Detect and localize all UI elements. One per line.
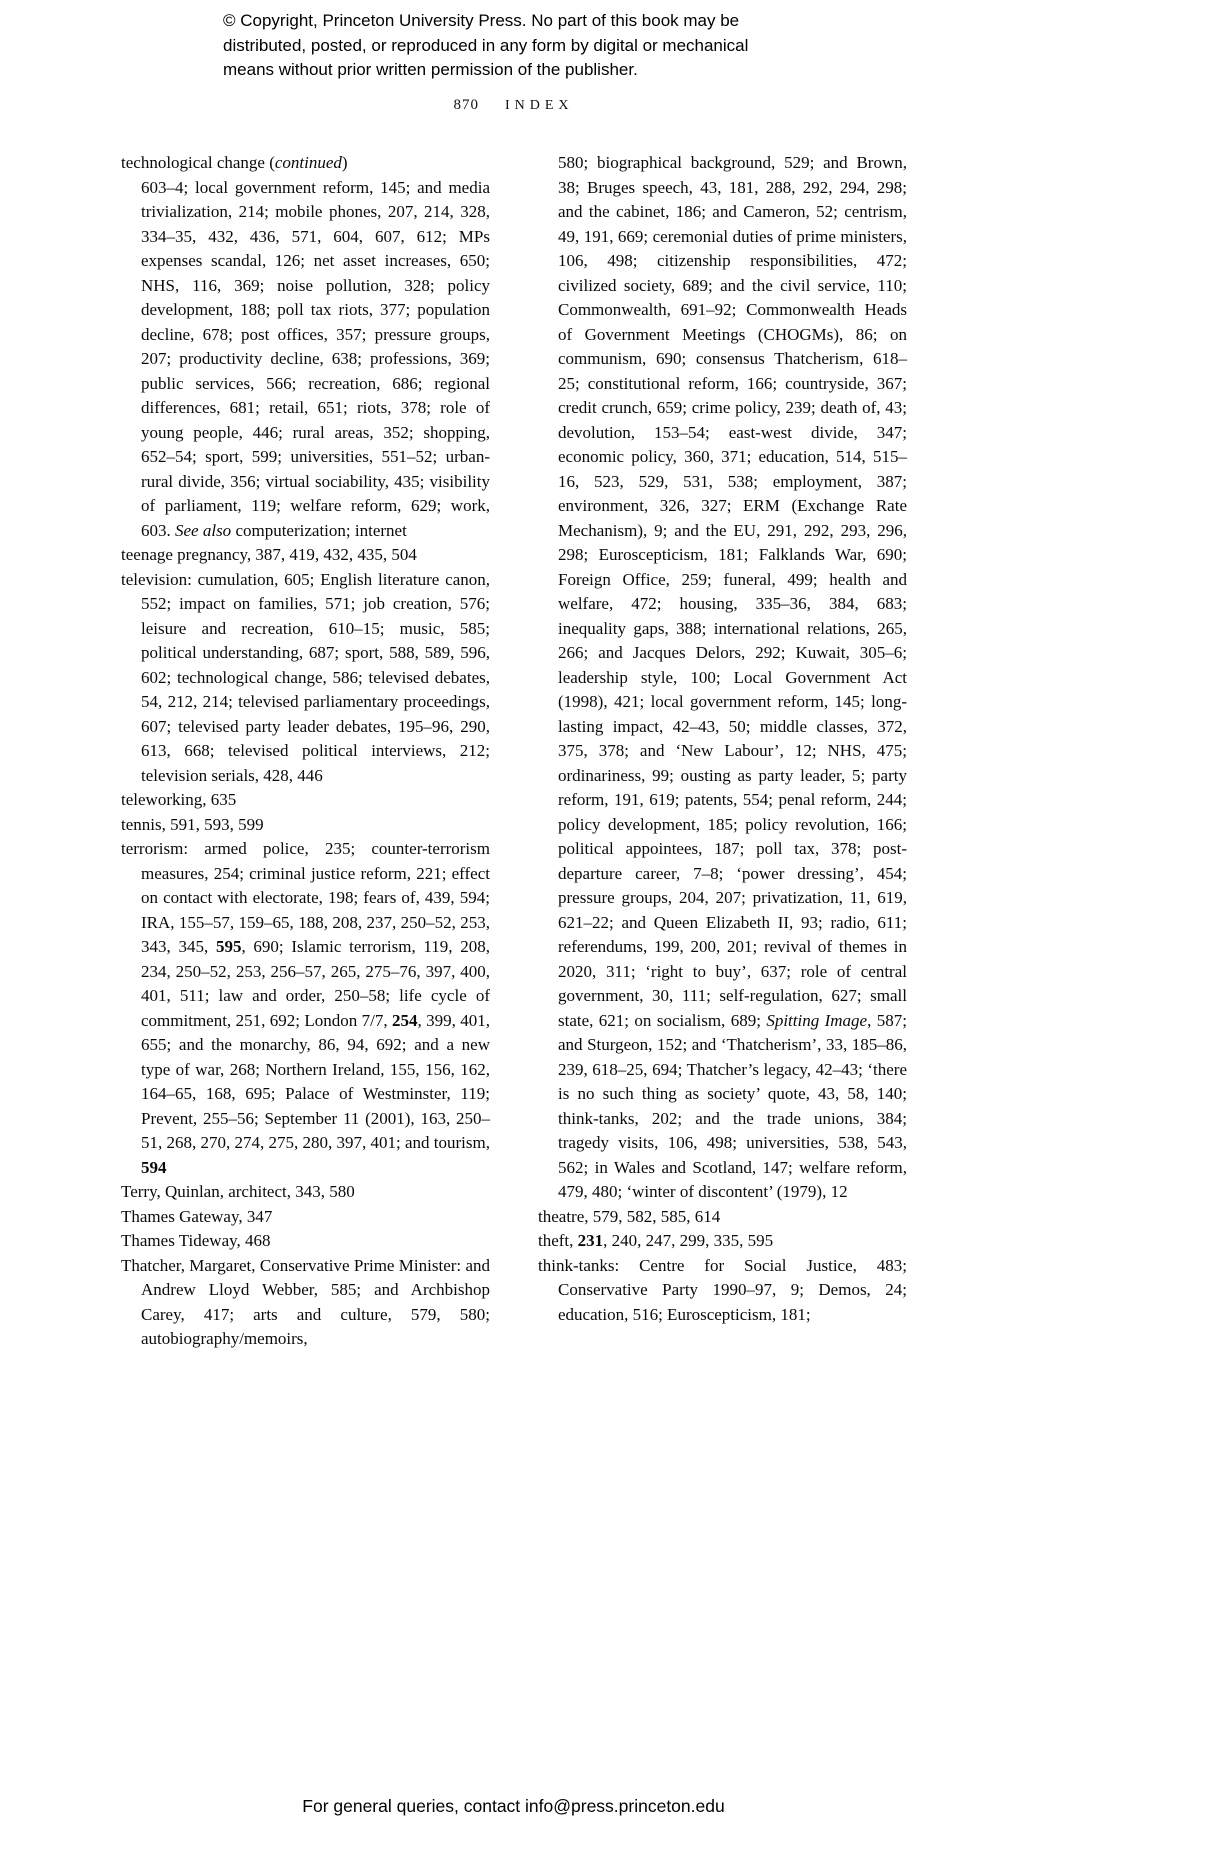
copyright-line: means without prior written permission of the publisher.	[223, 60, 638, 79]
entry-segment: think-tanks: Centre for Social Justice, 483; Conservative Party 1990–97, 9; Demos, 24; education, 516; Euroscepticism, 181;	[538, 1255, 907, 1324]
copyright-line: distributed, posted, or reproduced in any form by digital or mechanical	[223, 35, 749, 55]
index-entry	[121, 837, 490, 1180]
copyright-line: © Copyright, Princeton University Press. No part of this book may be	[223, 11, 740, 30]
entry-segment: 231	[577, 1231, 604, 1250]
entry-segment: computerization; internet	[231, 520, 407, 540]
entry-segment: Spitting Image	[766, 1010, 868, 1030]
index-entry	[538, 151, 907, 1205]
page-header	[121, 97, 906, 114]
entry-segment: Terry, Quinlan, architect, 343, 580	[121, 1182, 355, 1201]
index-entry	[121, 543, 490, 568]
index-columns	[121, 151, 907, 1352]
entry-segment: tennis, 591, 593, 599	[121, 814, 264, 834]
index-entry	[121, 788, 490, 813]
index-entry	[121, 813, 490, 838]
index-entry	[121, 1205, 490, 1230]
page-number: 870	[453, 97, 479, 113]
right-column	[538, 151, 907, 1352]
index-entry	[121, 176, 490, 544]
entry-segment: , 587; and Sturgeon, 152; and ‘Thatcherism’, 33, 185–86, 239, 618–25, 694; Thatcher’s legacy, 42–43; ‘there is no such thing as society’ quote, 43, 58, 140; think-tanks, 202; and the trade unions, 384; tragedy visits, 106, 498; universities, 538, 543, 562; in Wales and Scotland, 147; welfare reform, 479, 480; ‘winter of discontent’ (1979), 12	[558, 1010, 907, 1201]
index-entry	[121, 151, 490, 176]
entry-segment: theft,	[538, 1231, 578, 1250]
entry-segment: Thames Tideway, 468	[121, 1231, 271, 1250]
footer-note: For general queries, contact info@press.princeton.edu	[302, 1796, 725, 1816]
entry-segment: , 240, 247, 299, 335, 595	[603, 1231, 774, 1250]
entry-segment: See also	[175, 520, 232, 540]
entry-segment: television: cumulation, 605; English literature canon, 552; impact on families, 571; job creation, 576; leisure and recreation, 610–15; music, 585; political understanding, 687; sport, 588, 589, 596, 602; technological change, 586; televised debates, 54, 212, 214; televised parliamentary proceedings, 607; televised party leader debates, 195–96, 290, 613, 668; televised political interviews, 212; television serials, 428, 446	[121, 569, 490, 785]
entry-segment: continued	[274, 153, 342, 172]
entry-segment: , 690; Islamic terrorism, 119, 208, 234, 250–52, 253, 256–57, 265, 275–76, 397, 400, 401, 511; law and order, 250–58; life cycle of commitment, 251, 692; London 7/7,	[141, 937, 491, 1030]
entry-segment: terrorism: armed police, 235; counter-terrorism measures, 254; criminal justice reform, 221; effect on contact with electorate, 198; fears of, 439, 594; IRA, 155–57, 159–65, 188, 208, 237, 250–52, 253, 343, 345,	[121, 839, 490, 956]
entry-segment: 254	[391, 1010, 418, 1030]
entry-segment: Thames Gateway, 347	[121, 1206, 273, 1226]
left-column	[121, 151, 490, 1352]
index-entry	[121, 568, 490, 789]
entry-segment: 580; biographical background, 529; and Brown, 38; Bruges speech, 43, 181, 288, 292, 294, 298; and the cabinet, 186; and Cameron, 52; centrism, 49, 191, 669; ceremonial duties of prime ministers, 106, 498; citizenship responsibilities, 472; civilized society, 689; and the civil service, 110; Commonwealth, 691–92; Commonwealth Heads of Government Meetings (CHOGMs), 86; on communism, 690; consensus Thatcherism, 618–25; constitutional reform, 166; countryside, 367; credit crunch, 659; crime policy, 239; death of, 43; devolution, 153–54; east-west divide, 347; economic policy, 360, 371; education, 514, 515–16, 523, 529, 531, 538; employment, 387; environment, 326, 327; ERM (Exchange Rate Mechanism), 9; and the EU, 291, 292, 293, 296, 298; Euroscepticism, 181; Falklands War, 690; Foreign Office, 259; funeral, 499; health and welfare, 472; housing, 335–36, 384, 683; inequality gaps, 388; international relations, 265, 266; and Jacques Delors, 292; Kuwait, 305–6; leadership style, 100; Local Government Act (1998), 421; local government reform, 145; long-lasting impact, 42–43, 50; middle classes, 372, 375, 378; and ‘New Labour’, 12; NHS, 475; ordinariness, 99; ousting as party leader, 5; party reform, 191, 619; patents, 554; penal reform, 244; policy development, 185; policy revolution, 166; political appointees, 187; poll tax, 378; post-departure career, 7–8; ‘power dressing’, 454; pressure groups, 204, 207; privatization, 11, 619, 621–22; and Queen Elizabeth II, 93; radio, 611; referendums, 199, 200, 201; revival of themes in 2020, 311; ‘right to buy’, 637; role of central government, 30, 111; self-regulation, 627; small state, 621; on socialism, 689;	[558, 153, 907, 1030]
index-entry	[538, 1205, 907, 1230]
entry-segment: 603–4; local government reform, 145; and media trivialization, 214; mobile phones, 207, 214, 328, 334–35, 432, 436, 571, 604, 607, 612; MPs expenses scandal, 126; net asset increases, 650; NHS, 116, 369; noise pollution, 328; policy development, 188; poll tax riots, 377; population decline, 678; post offices, 357; pressure groups, 207; productivity decline, 638; professions, 369; public services, 566; recreation, 686; regional differences, 681; retail, 651; riots, 378; role of young people, 446; rural areas, 352; shopping, 652–54; sport, 599; universities, 551–52; urban-rural divide, 356; virtual sociability, 435; visibility of parliament, 119; welfare reform, 629; work, 603.	[141, 177, 490, 540]
entry-segment: teleworking, 635	[121, 790, 237, 809]
copyright-notice	[223, 9, 863, 83]
entry-segment: 595	[215, 937, 242, 956]
entry-segment: theatre, 579, 582, 585, 614	[538, 1206, 721, 1226]
entry-segment: technological change (	[121, 153, 275, 172]
entry-segment: Thatcher, Margaret, Conservative Prime Minister: and Andrew Lloyd Webber, 585; and Archbishop Carey, 417; arts and culture, 579, 580; autobiography/memoirs,	[121, 1255, 490, 1348]
section-title: INDEX	[504, 98, 574, 113]
entry-segment: )	[341, 153, 348, 172]
index-entry	[121, 1229, 490, 1254]
index-entry	[538, 1229, 907, 1254]
entry-segment: teenage pregnancy, 387, 419, 432, 435, 504	[121, 545, 417, 564]
index-entry	[538, 1254, 907, 1328]
entry-segment: 594	[141, 1157, 167, 1177]
entry-segment: , 399, 401, 655; and the monarchy, 86, 94, 692; and a new type of war, 268; Northern Ireland, 155, 156, 162, 164–65, 168, 695; Palace of Westminster, 119; Prevent, 255–56; September 11 (2001), 163, 250–51, 268, 270, 274, 275, 280, 397, 401; and tourism,	[141, 1010, 490, 1152]
index-entry	[121, 1254, 490, 1352]
index-entry	[121, 1180, 490, 1205]
